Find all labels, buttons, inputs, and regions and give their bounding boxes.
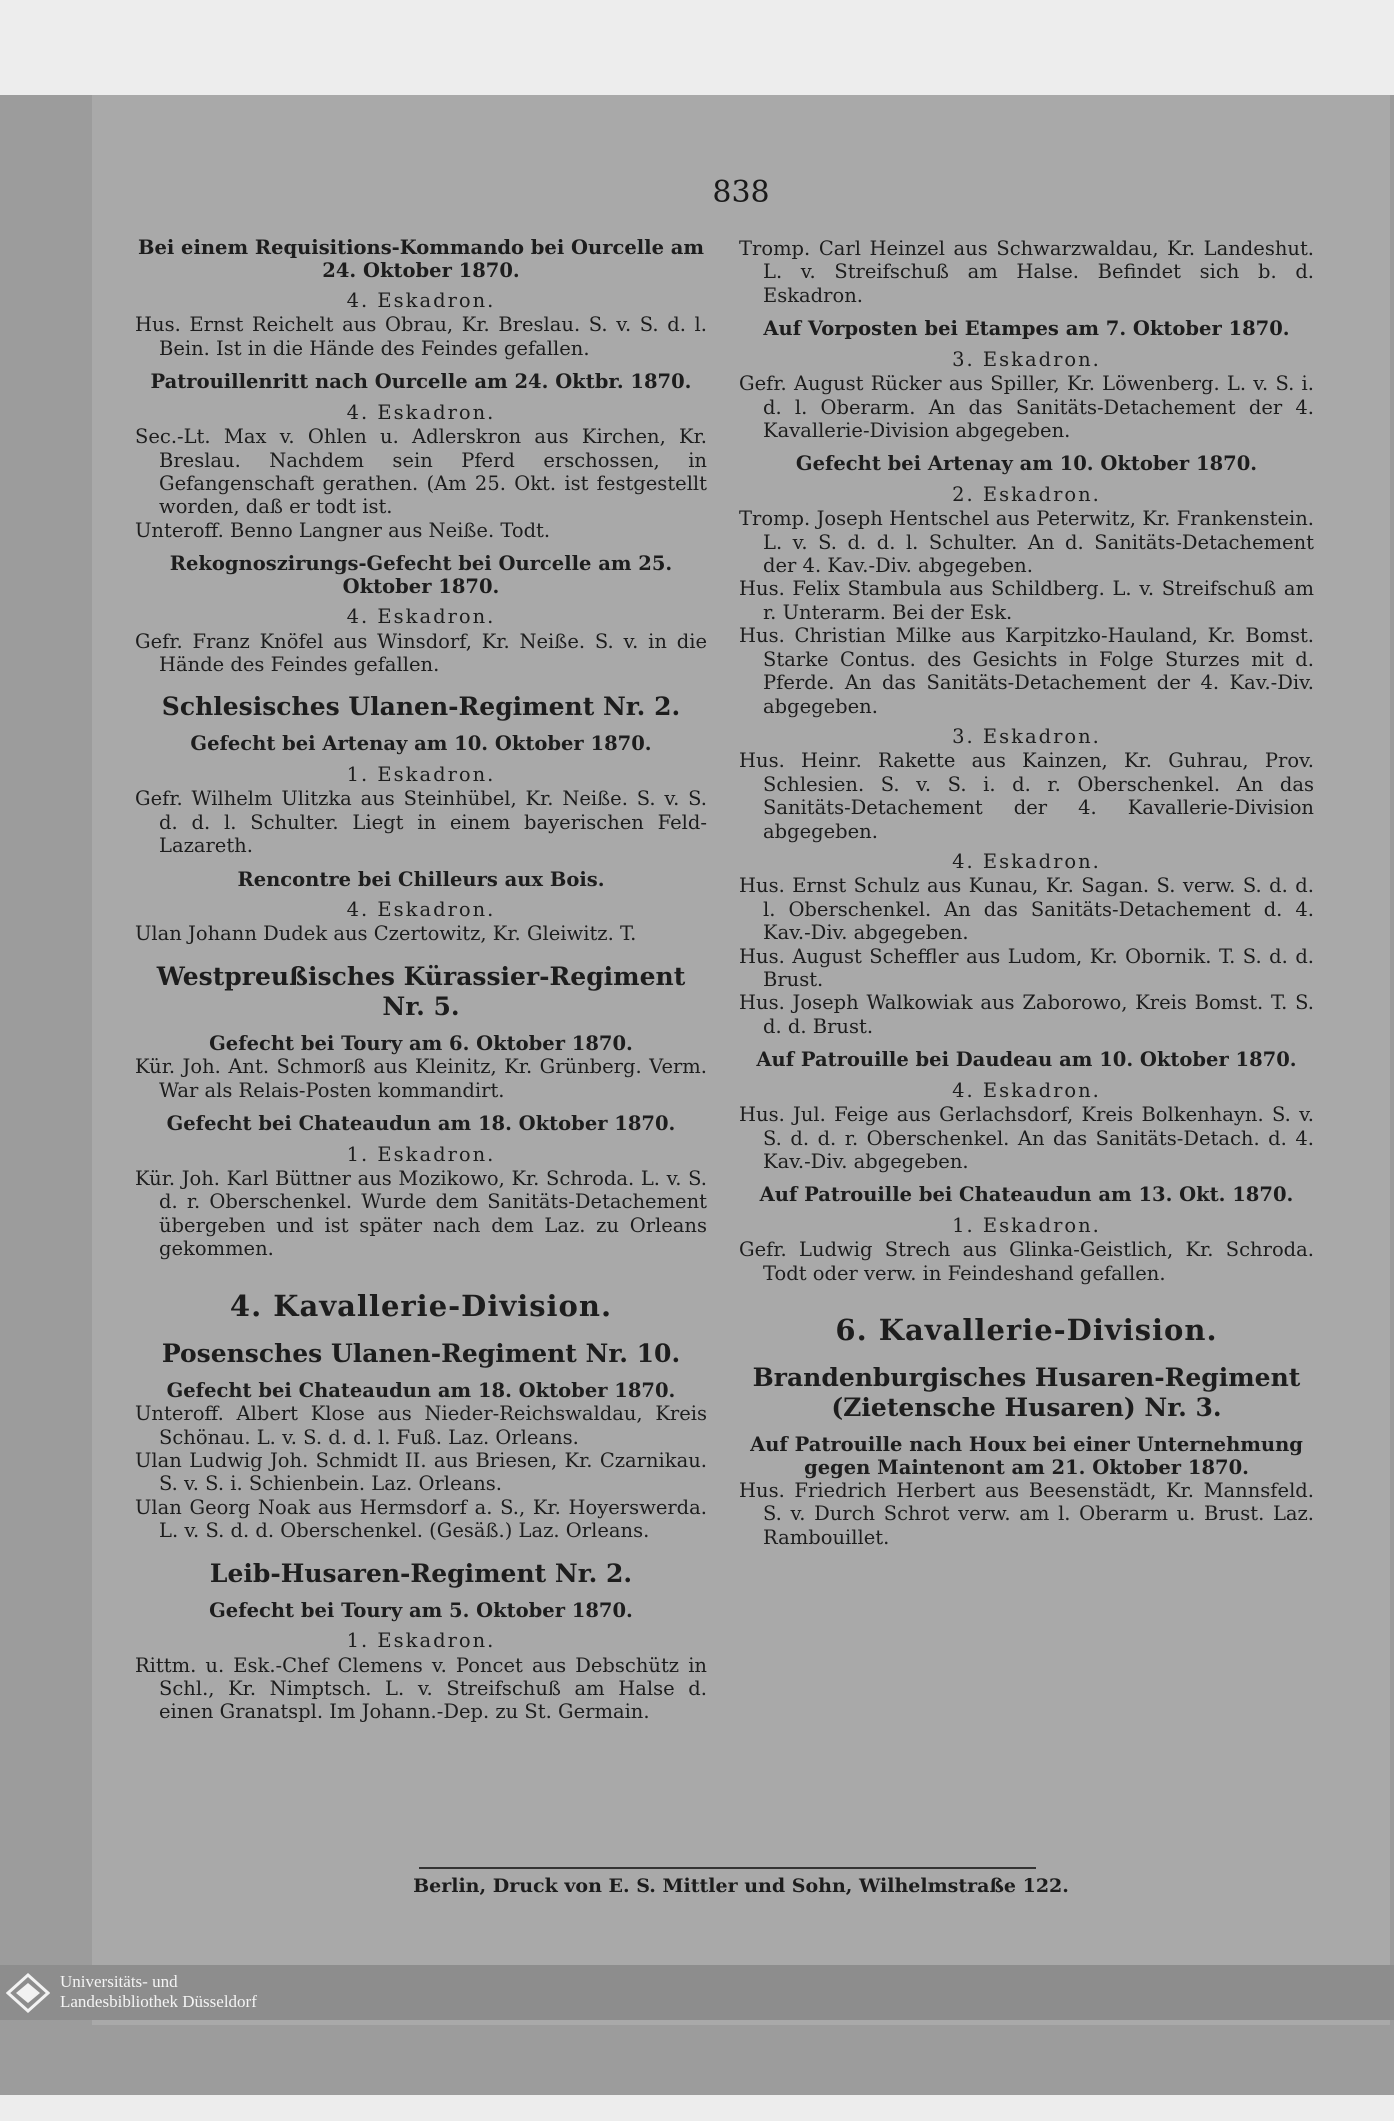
section-heading: Patrouillenritt nach Ourcelle am 24. Oktbr. 1870. (150, 370, 692, 394)
squadron-label: 1. Eskadron. (952, 1213, 1101, 1237)
squadron-label: 2. Eskadron. (952, 482, 1101, 506)
casualty-entry: Gefr. Ludwig Strech aus Glinka-Geistlich, Kr. Schroda. Todt oder verw. in Feindeshand gefallen. (739, 1238, 1314, 1285)
library-name (60, 1972, 257, 2012)
casualty-entry: Gefr. Wilhelm Ulitzka aus Steinhübel, Kr. Neiße. S. v. S. d. d. l. Schulter. Liegt in einem bayerischen Feld-Lazareth. (135, 787, 707, 858)
scan-background (0, 95, 1394, 2095)
casualty-entry: Gefr. Franz Knöfel aus Winsdorf, Kr. Neiße. S. v. in die Hände des Feindes gefallen. (135, 629, 707, 676)
casualty-entry: Hus. Friedrich Herbert aus Beesenstädt, Kr. Mannsfeld. S. v. Durch Schrot verw. am l. Oberarm u. Brust. Laz. Rambouillet. (739, 1479, 1314, 1549)
casualty-entry: Unteroff. Albert Klose aus Nieder-Reichswaldau, Kreis Schönau. L. v. S. d. d. l. Fuß. Laz. Orleans. (135, 1402, 707, 1449)
squadron-label: 3. Eskadron. (952, 347, 1101, 371)
left-column (135, 237, 707, 1724)
casualty-entry: Hus. Jul. Feige aus Gerlachsdorf, Kreis Bolkenhayn. S. v. S. d. d. r. Oberschenkel. An das Sanitäts-Detach. d. 4. Kav.-Div. abgegeben. (739, 1103, 1314, 1173)
regiment-heading: Westpreußisches Kürassier-Regiment Nr. 5. (156, 961, 686, 1021)
imprint-footer: Berlin, Druck von E. S. Mittler und Sohn, Wilhelmstraße 122. (413, 1875, 1069, 1897)
casualty-entry: Hus. Felix Stambula aus Schildberg. L. v. Streifschuß am r. Unterarm. Bei der Esk. (739, 577, 1314, 624)
section-heading: Rencontre bei Chilleurs aux Bois. (237, 867, 605, 891)
section-heading: Gefecht bei Chateaudun am 18. Oktober 1870. (166, 1378, 676, 1402)
casualty-entry: Sec.-Lt. Max v. Ohlen u. Adlerskron aus Kirchen, Kr. Breslau. Nachdem sein Pferd erschossen, in Gefangenschaft gerathen. (Am 25. Okt. ist festgestellt worden, daß er todt ist. (135, 425, 707, 519)
casualty-entry: Hus. Christian Milke aus Karpitzko-Hauland, Kr. Bomst. Starke Contus. des Gesichts in Folge Sturzes mit d. Pferde. An das Sanitäts-Detachement der 4. Kav.-Div. abgegeben. (739, 624, 1314, 718)
division-heading: 4. Kavallerie-Division. (229, 1288, 613, 1323)
section-heading: Rekognoszirungs-Gefecht bei Ourcelle am 25. Oktober 1870. (169, 552, 673, 598)
casualty-entry: Tromp. Joseph Hentschel aus Peterwitz, Kr. Frankenstein. L. v. S. d. d. l. Schulter. An d. Sanitäts-Detachement der 4. Kav.-Div. abgegeben. (739, 507, 1314, 578)
footer-rule (419, 1867, 1036, 1869)
casualty-entry: Hus. Ernst Reichelt aus Obrau, Kr. Breslau. S. v. S. d. l. Bein. Ist in die Hände des Feindes gefallen. (135, 313, 707, 360)
library-name-line-2: Landesbibliothek Düsseldorf (60, 1992, 257, 2011)
squadron-label: 3. Eskadron. (952, 724, 1101, 748)
casualty-entry: Hus. August Scheffler aus Ludom, Kr. Obornik. T. S. d. d. Brust. (739, 944, 1314, 991)
casualty-entry: Tromp. Carl Heinzel aus Schwarzwaldau, Kr. Landeshut. L. v. Streifschuß am Halse. Befindet sich b. d. Eskadron. (739, 237, 1314, 307)
right-column (739, 237, 1314, 1549)
casualty-entry: Kür. Joh. Karl Büttner aus Mozikowo, Kr. Schroda. L. v. S. d. r. Oberschenkel. Wurde dem Sanitäts-Detachement übergeben und ist später nach dem Laz. zu Orleans gekommen. (135, 1167, 707, 1261)
casualty-entry: Ulan Ludwig Joh. Schmidt II. aus Briesen, Kr. Czarnikau. S. v. S. i. Schienbein. Laz. Orleans. (135, 1448, 707, 1496)
squadron-label: 4. Eskadron. (346, 898, 496, 921)
document-page (92, 95, 1390, 2025)
casualty-entry: Ulan Johann Dudek aus Czertowitz, Kr. Gleiwitz. T. (135, 922, 637, 946)
casualty-entry: Ulan Georg Noak aus Hermsdorf a. S., Kr. Hoyerswerda. L. v. S. d. d. Oberschenkel. (Gesäß.) Laz. Orleans. (135, 1495, 707, 1543)
squadron-label: 1. Eskadron. (346, 1629, 496, 1653)
casualty-entry: Hus. Ernst Schulz aus Kunau, Kr. Sagan. S. verw. S. d. d. l. Oberschenkel. An das Sanitäts-Detachement d. 4. Kav.-Div. abgegeben. (739, 874, 1314, 945)
squadron-label: 4. Eskadron. (952, 849, 1101, 873)
squadron-label: 4. Eskadron. (346, 289, 496, 312)
page-number: 838 (712, 175, 770, 210)
section-heading: Auf Patrouille bei Chateaudun am 13. Okt. 1870. (759, 1183, 1294, 1207)
squadron-label: 4. Eskadron. (952, 1078, 1101, 1102)
squadron-label: 1. Eskadron. (346, 762, 496, 786)
section-heading: Gefecht bei Artenay am 10. Oktober 1870. (190, 732, 652, 756)
casualty-entry: Kür. Joh. Ant. Schmorß aus Kleinitz, Kr. Grünberg. Verm. War als Relais-Posten kommandirt. (135, 1055, 707, 1102)
casualty-entry: Unteroff. Benno Langner aus Neiße. Todt. (135, 518, 551, 542)
squadron-label: 4. Eskadron. (346, 605, 496, 629)
regiment-heading: Posensches Ulanen-Regiment Nr. 10. (161, 1338, 681, 1368)
squadron-label: 4. Eskadron. (346, 400, 496, 424)
section-heading: Gefecht bei Toury am 6. Oktober 1870. (209, 1031, 633, 1055)
section-heading: Gefecht bei Toury am 5. Oktober 1870. (209, 1598, 633, 1622)
casualty-entry: Gefr. August Rücker aus Spiller, Kr. Löwenberg. L. v. S. i. d. l. Oberarm. An das Sanitäts-Detachement der 4. Kavallerie-Division abgegeben. (739, 372, 1314, 442)
ulb-diamond-logo-icon (6, 1973, 50, 2013)
casualty-entry: Hus. Joseph Walkowiak aus Zaborowo, Kreis Bomst. T. S. d. d. Brust. (739, 991, 1314, 1038)
section-heading: Bei einem Requisitions-Kommando bei Ourcelle am 24. Oktober 1870. (137, 236, 705, 282)
section-heading: Auf Patrouille nach Houx bei einer Unternehmung gegen Maintenont am 21. Oktober 1870. (750, 1433, 1303, 1479)
section-heading: Gefecht bei Artenay am 10. Oktober 1870. (795, 452, 1258, 476)
section-heading: Gefecht bei Chateaudun am 18. Oktober 1870. (166, 1112, 676, 1136)
casualty-entry: Rittm. u. Esk.-Chef Clemens v. Poncet aus Debschütz in Schl., Kr. Nimptsch. L. v. Streifschuß am Halse d. einen Granatspl. Im Johann.-Dep. zu St. Germain. (135, 1653, 707, 1724)
section-heading: Auf Patrouille bei Daudeau am 10. Oktober 1870. (756, 1048, 1297, 1072)
casualty-entry: Hus. Heinr. Rakette aus Kainzen, Kr. Guhrau, Prov. Schlesien. S. v. S. i. d. r. Oberschenkel. An das Sanitäts-Detachement der 4. Kavallerie-Division abgegeben. (739, 749, 1314, 843)
section-heading: Auf Vorposten bei Etampes am 7. Oktober 1870. (763, 317, 1290, 341)
squadron-label: 1. Eskadron. (346, 1142, 496, 1166)
regiment-heading: Schlesisches Ulanen-Regiment Nr. 2. (161, 692, 681, 722)
library-name-line-1: Universitäts- und (60, 1972, 178, 1991)
library-watermark-bar (0, 1965, 1394, 2020)
division-heading: 6. Kavallerie-Division. (835, 1313, 1218, 1348)
regiment-heading: Brandenburgisches Husaren-Regiment (Zietensche Husaren) Nr. 3. (752, 1363, 1301, 1423)
regiment-heading: Leib-Husaren-Regiment Nr. 2. (209, 1558, 633, 1588)
